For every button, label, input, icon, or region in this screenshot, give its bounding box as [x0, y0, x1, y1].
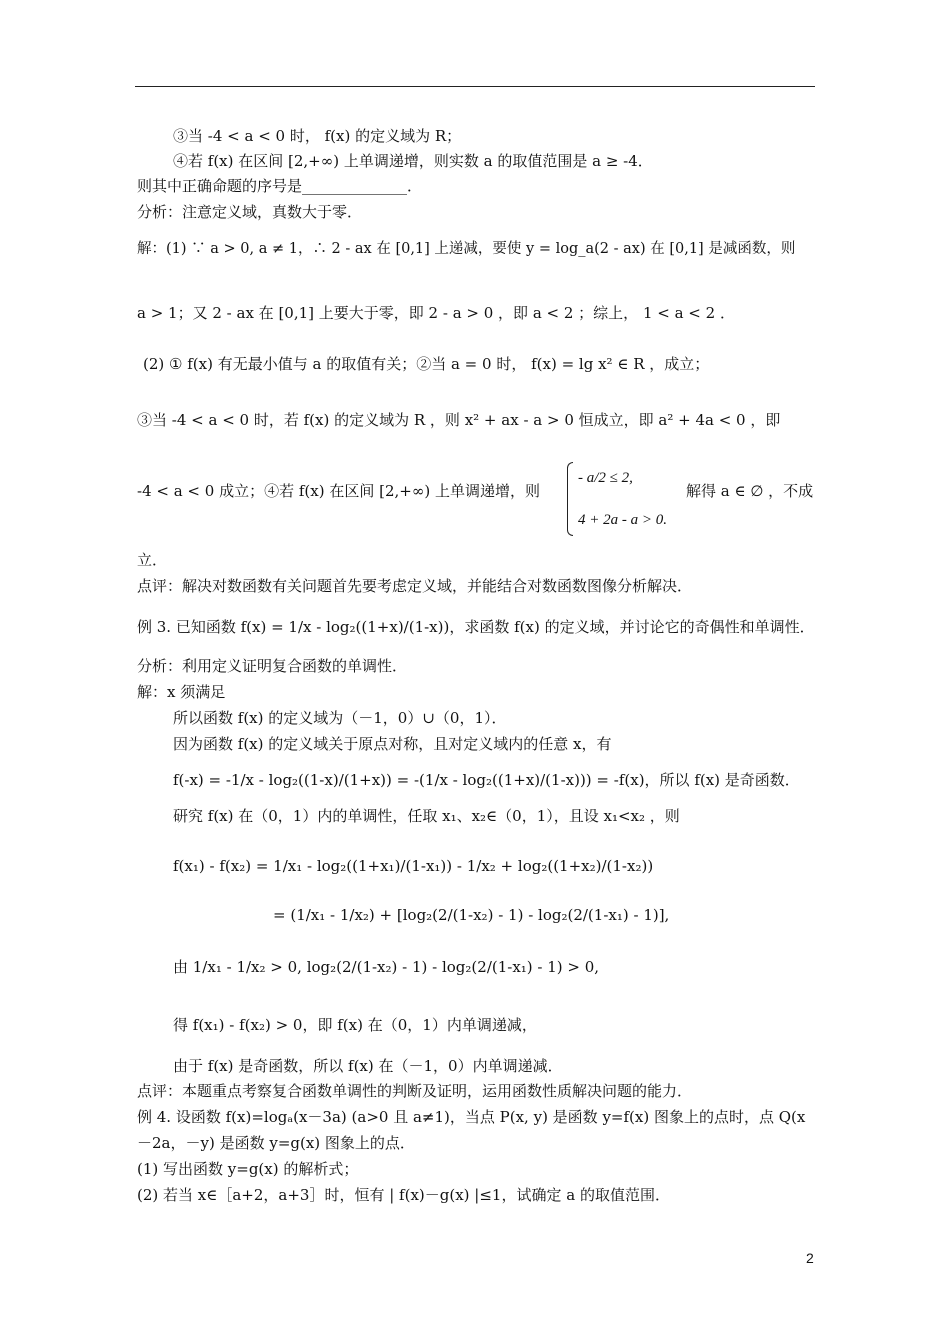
text-line: 研究 f(x) 在（0，1）内的单调性，任取 x₁、x₂∈（0，1），且设 x₁<x₂ ，则: [173, 807, 680, 825]
text-line: 解：(1) ∵ a > 0, a ≠ 1，∴ 2 - ax 在 [0,1] 上递减，要使 y = log_a(2 - ax) 在 [0,1] 是减函数，则: [137, 241, 796, 257]
text-line: -4 < a < 0 成立；④若 f(x) 在区间 [2,+∞) 上单调递增，则: [137, 482, 540, 500]
text-line: a > 1；又 2 - ax 在 [0,1] 上要大于零，即 2 - a > 0 ，即 a < 2 ；综上， 1 < a < 2 ．: [137, 304, 735, 322]
text-line: －2a，－y) 是函数 y=g(x) 图象上的点．: [137, 1134, 415, 1152]
system-row-1: - a/2 ≤ 2,: [578, 470, 633, 486]
text-line: f(x₁) - f(x₂) = 1/x₁ - log₂((1+x₁)/(1-x₁)) - 1/x₂ + log₂((1+x₂)/(1-x₂)): [173, 857, 654, 875]
text-line: 点评：解决对数函数有关问题首先要考虑定义域，并能结合对数函数图像分析解决．: [137, 577, 693, 595]
text-line: (1) 写出函数 y=g(x) 的解析式；: [137, 1160, 359, 1178]
system-row-2: 4 + 2a - a > 0.: [578, 512, 667, 528]
header-rule: [135, 86, 815, 87]
text-line: 由 1/x₁ - 1/x₂ > 0, log₂(2/(1-x₂) - 1) - log₂(2/(1-x₁) - 1) > 0,: [173, 958, 600, 976]
text-line: ③当 -4 < a < 0 时，若 f(x) 的定义域为 R ，则 x² + ax - a > 0 恒成立，即 a² + 4a < 0 ，即: [137, 411, 781, 429]
text-line: 点评：本题重点考察复合函数单调性的判断及证明，运用函数性质解决问题的能力．: [137, 1082, 693, 1100]
text-line: 立．: [137, 551, 168, 569]
text-line: (2) 若当 x∈［a+2，a+3］时，恒有 | f(x)－g(x) |≤1，试确定 a 的取值范围．: [137, 1186, 670, 1204]
text-line: 分析：利用定义证明复合函数的单调性．: [137, 657, 408, 675]
text-line: (2) ① f(x) 有无最小值与 a 的取值有关；②当 a = 0 时， f(x) = lg x² ∈ R ，成立；: [143, 355, 710, 373]
text-line: ④若 f(x) 在区间 [2,+∞) 上单调递增，则实数 a 的取值范围是 a ≥ -4．: [173, 152, 653, 170]
text-line: 由于 f(x) 是奇函数，所以 f(x) 在（－1，0）内单调递减．: [173, 1057, 563, 1075]
page-number: 2: [806, 1250, 814, 1266]
text-line: 所以函数 f(x) 的定义域为（－1，0）∪（0，1）．: [173, 709, 507, 727]
text-line: 例 4. 设函数 f(x)=logₐ(x－3a) (a>0 且 a≠1)，当点 P(x, y) 是函数 y=f(x) 图象上的点时，点 Q(x: [137, 1108, 806, 1126]
text-line: 得 f(x₁) - f(x₂) > 0，即 f(x) 在（0，1）内单调递减，: [173, 1016, 537, 1034]
text-line: 解：x 须满足: [137, 683, 226, 701]
text-line: 因为函数 f(x) 的定义域关于原点对称，且对定义域内的任意 x，有: [173, 735, 612, 753]
text-line: 分析：注意定义域，真数大于零．: [137, 203, 363, 221]
text-line: f(-x) = -1/x - log₂((1-x)/(1+x)) = -(1/x - log₂((1+x)/(1-x))) = -f(x)，所以 f(x) 是奇函数．: [173, 771, 800, 789]
system-brace: [567, 462, 573, 536]
text-line: 则其中正确命题的序号是______________．: [137, 177, 423, 195]
text-line: ③当 -4 < a < 0 时， f(x) 的定义域为 R；: [173, 127, 462, 145]
text-line: = (1/x₁ - 1/x₂) + [log₂(2/(1-x₂) - 1) - log₂(2/(1-x₁) - 1)],: [273, 906, 670, 924]
text-line: 解得 a ∈ ∅ ，不成: [686, 482, 814, 500]
text-line: 例 3. 已知函数 f(x) = 1/x - log₂((1+x)/(1-x))，求函数 f(x) 的定义域，并讨论它的奇偶性和单调性．: [137, 618, 815, 636]
